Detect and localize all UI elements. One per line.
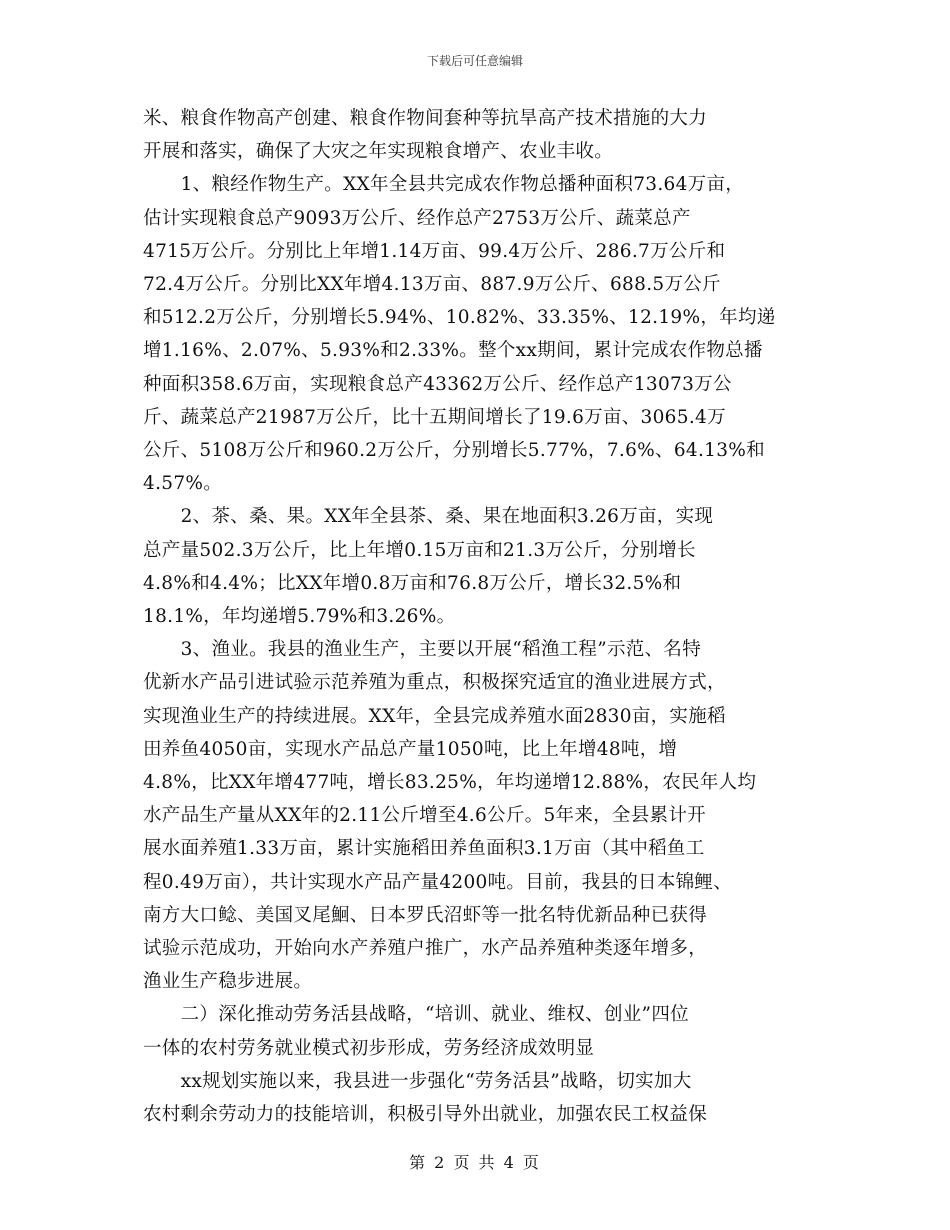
- text-line: 1、粮经作物生产。XX年全县共完成农作物总播种面积73.64万亩，: [143, 174, 745, 196]
- text-line: 和512.2万公斤，分别增长5.94%、10.82%、33.35%、12.19%，年均递: [143, 307, 776, 329]
- text-line: 田养鱼4050亩，实现水产品总产量1050吨，比上年增48吨，增: [143, 738, 678, 760]
- page-footer: 第 2 页 共 4 页: [409, 1153, 541, 1172]
- text-line: 实现渔业生产的持续进展。XX年，全县完成养殖水面2830亩，实施稻: [143, 705, 726, 727]
- text-line: 18.1%，年均递增5.79%和3.26%。: [143, 606, 456, 627]
- text-line: 估计实现粮食总产9093万公斤、经作总产2753万公斤、蔬菜总产: [143, 207, 691, 229]
- text-line: 4.8%，比XX年增477吨，增长83.25%，年均递增12.88%，农民年人均: [143, 772, 757, 793]
- text-line: 二）深化推动劳务活县战略，“培训、就业、维权、创业”四位: [143, 1004, 689, 1026]
- text-line: 种面积358.6万亩，实现粮食总产43362万公斤、经作总产13073万公: [143, 373, 732, 395]
- text-line: 4715万公斤。分别比上年增1.14万亩、99.4万公斤、286.7万公斤和: [143, 240, 726, 262]
- text-line: 农村剩余劳动力的技能培训，积极引导外出就业，加强农民工权益保: [143, 1104, 708, 1125]
- text-line: 2、茶、桑、果。XX年全县茶、桑、果在地面积3.26万亩，实现: [143, 506, 714, 528]
- text-line: 优新水产品引进试验示范养殖为重点，积极探究适宜的渔业进展方式，: [143, 672, 726, 694]
- page-header: 下载后可任意编辑: [426, 54, 523, 68]
- text-line: 米、粮食作物高产创建、粮食作物间套种等抗旱高产技术措施的大力: [143, 108, 708, 129]
- text-line: xx规划实施以来，我县进一步强化“劳务活县”战略，切实加大: [143, 1070, 692, 1092]
- text-line: 渔业生产稳步进展。: [143, 971, 313, 993]
- text-line: 展水面养殖1.33万亩，累计实施稻田养鱼面积3.1万亩（其中稻鱼工: [143, 838, 705, 860]
- text-line: 4.8%和4.4%；比XX年增0.8万亩和76.8万公斤，增长32.5%和: [143, 572, 682, 594]
- text-line: 开展和落实，确保了大灾之年实现粮食增产、农业丰收。: [143, 141, 614, 163]
- text-line: 公斤、5108万公斤和960.2万公斤，分别增长5.77%，7.6%、64.13%和: [143, 440, 765, 461]
- text-line: 总产量502.3万公斤，比上年增0.15万亩和21.3万公斤，分别增长: [143, 539, 696, 561]
- text-line: 南方大口鲶、美国叉尾鮰、日本罗氏沼虾等一批名特优新品种已获得: [143, 904, 708, 926]
- text-line: 72.4万公斤。分别比XX年增4.13万亩、887.9万公斤、688.5万公斤: [143, 274, 721, 295]
- text-line: 程0.49万亩），共计实现水产品产量4200吨。目前，我县的日本锦鲤、: [143, 871, 733, 893]
- text-line: 4.57%。: [143, 473, 223, 495]
- text-line: 试验示范成功，开始向水产养殖户推广，水产品养殖种类逐年增多，: [143, 938, 708, 959]
- text-line: 斤、蔬菜总产21987万公斤，比十五期间增长了19.6万亩、3065.4万: [143, 406, 726, 428]
- text-line: 一体的农村劳务就业模式初步形成，劳务经济成效明显: [143, 1037, 595, 1059]
- text-line: 增1.16%、2.07%、5.93%和2.33%。整个xx期间，累计完成农作物总播: [143, 340, 763, 362]
- text-line: 3、渔业。我县的渔业生产，主要以开展“稻渔工程”示范、名特: [143, 639, 701, 661]
- text-line: 水产品生产量从XX年的2.11公斤增至4.6公斤。5年来，全县累计开: [143, 805, 706, 827]
